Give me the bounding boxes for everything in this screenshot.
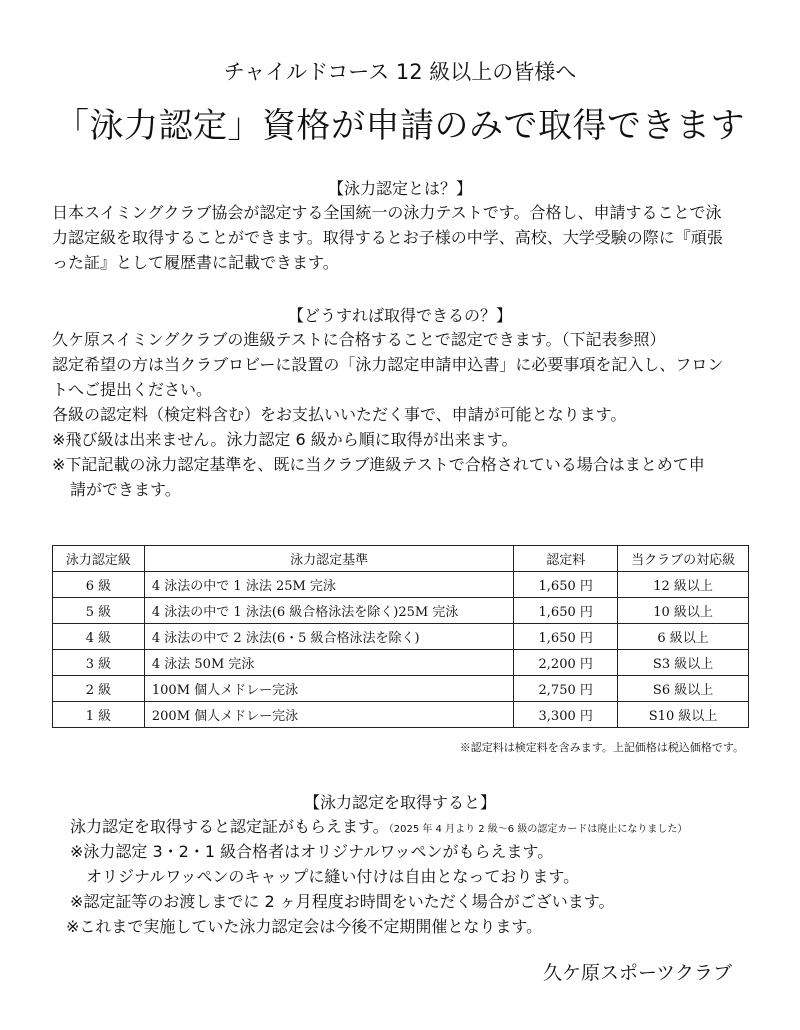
notice-title: 「泳力認定」資格が申請のみで取得できます [55,106,745,146]
section-benefits-line-3: オリジナルワッペンのキャップに縫い付けは自由となっております。 [86,867,580,886]
paragraph-line: トへご提出ください。 [52,380,213,399]
club-name: 久ケ原スポーツクラブ [542,962,732,984]
paragraph-line: 請ができます。 [70,480,181,499]
column-header-club-level: 当クラブの対応級 [618,546,749,572]
section-benefits-line-2: ※泳力認定 3・2・1 級合格者はオリジナルワッペンがもらえます。 [70,842,554,861]
paragraph-line: ※下記記載の泳力認定基準を、既に当クラブ進級テストで合格されている場合はまとめて申 [52,455,705,474]
paragraph-line: ※飛び級は出来ません。泳力認定 6 級から順に取得が出来ます。 [52,430,518,449]
paragraph-line: 日本スイミングクラブ協会が認定する全国統一の泳力テストです。合格し、申請することで泳 [52,203,722,222]
paragraph-line: 各級の認定料（検定料含む）をお支払いいただく事で、申請が可能となります。 [52,405,627,424]
club-level-cell: S3 級以上 [618,650,749,676]
section-how-to-text [52,327,723,502]
criteria-cell: 4 泳法の中で 1 泳法 25M 完泳 [144,572,513,598]
table-note: ※認定料は検定料を含みます。上記価格は税込価格です。 [459,741,744,754]
fee-cell: 1,650 円 [514,598,618,624]
paragraph-line: った証』として履歴書に記載できます。 [52,253,339,272]
table-row [53,702,749,728]
club-level-cell: 6 級以上 [618,624,749,650]
table-row [53,624,749,650]
column-header-grade: 泳力認定級 [53,546,145,572]
club-level-cell: S10 級以上 [618,702,749,728]
section-what-is-text [52,200,723,275]
criteria-cell: 200M 個人メドレー完泳 [144,702,513,728]
criteria-cell: 4 泳法の中で 2 泳法(6・5 級合格泳法を除く) [144,624,513,650]
notice-subtitle: チャイルドコース 12 級以上の皆様へ [223,60,577,84]
column-header-criteria: 泳力認定基準 [144,546,513,572]
grade-cell: 4 級 [53,624,145,650]
section-heading-benefits: 【泳力認定を取得すると】 [303,793,496,812]
paragraph-line: 泳力認定を取得すると認定証がもらえます。 [70,817,389,836]
grade-cell: 1 級 [53,702,145,728]
paragraph-line: 認定希望の方は当クラブロビーに設置の「泳力認定申請申込書」に必要事項を記入し、フロン [52,355,724,374]
fee-cell: 1,650 円 [514,572,618,598]
table-header-row [53,546,749,572]
criteria-cell: 100M 個人メドレー完泳 [144,676,513,702]
table-row [53,650,749,676]
certification-table [52,545,749,728]
club-level-cell: 12 級以上 [618,572,749,598]
grade-cell: 6 級 [53,572,145,598]
table-row [53,676,749,702]
column-header-fee: 認定料 [514,546,618,572]
table-row [53,572,749,598]
club-level-cell: 10 級以上 [618,598,749,624]
fee-cell: 3,300 円 [514,702,618,728]
table-row [53,598,749,624]
criteria-cell: 4 泳法 50M 完泳 [144,650,513,676]
fee-cell: 2,200 円 [514,650,618,676]
section-heading-how-to: 【どうすれば取得できるの？】 [287,306,512,325]
section-heading-what-is: 【泳力認定とは？】 [327,179,472,198]
section-benefits-line-4: ※認定証等のお渡しまでに 2 ヶ月程度お時間をいただく場合がございます。 [70,892,615,911]
paragraph-line: 力認定級を取得することができます。取得するとお子様の中学、高校、大学受験の際に『頑張 [52,228,723,247]
grade-cell: 5 級 [53,598,145,624]
card-abolished-note: （2025 年 4 月より 2 級～6 級の認定カードは廃止になりました） [388,824,688,835]
grade-cell: 3 級 [53,650,145,676]
section-benefits-line-1 [70,814,687,842]
fee-cell: 1,650 円 [514,624,618,650]
club-level-cell: S6 級以上 [618,676,749,702]
grade-cell: 2 級 [53,676,145,702]
paragraph-line: 久ケ原スイミングクラブの進級テストに合格することで認定できます。（下記表参照） [52,330,666,349]
criteria-cell: 4 泳法の中で 1 泳法(6 級合格泳法を除く)25M 完泳 [144,598,513,624]
fee-cell: 2,750 円 [514,676,618,702]
section-benefits-line-5: ※これまで実施していた泳力認定会は今後不定期開催となります。 [66,917,543,936]
